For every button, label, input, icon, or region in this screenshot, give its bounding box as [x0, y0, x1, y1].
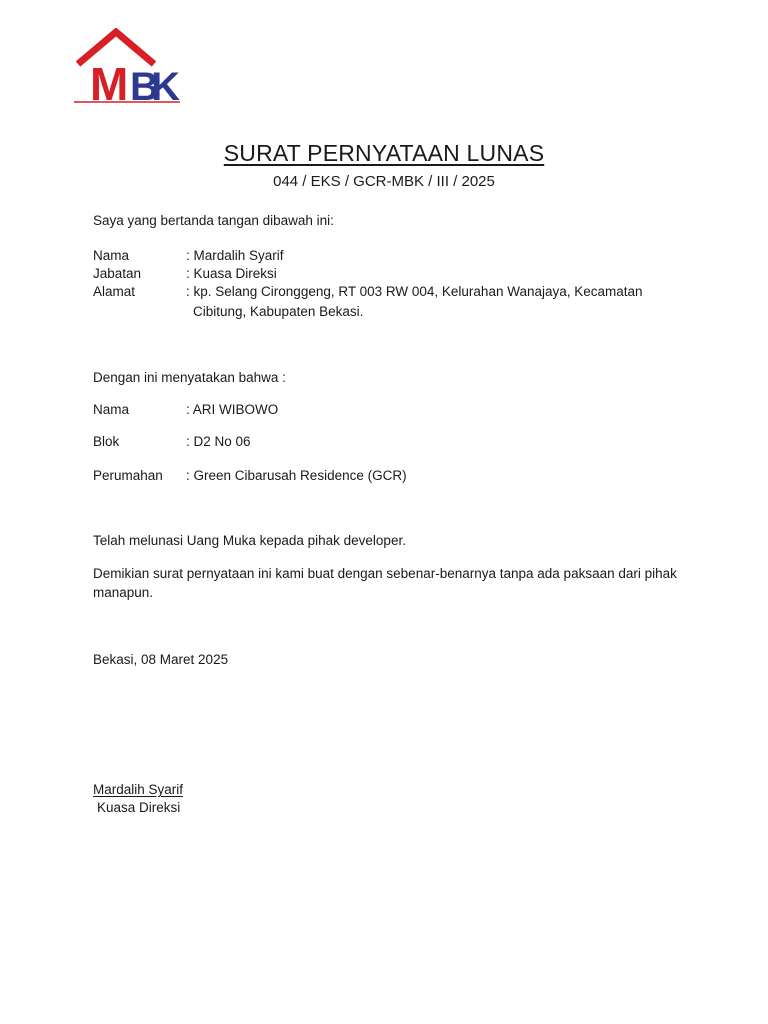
customer-perumahan-value: : Green Cibarusah Residence (GCR) [186, 468, 407, 483]
place-date: Bekasi, 08 Maret 2025 [93, 652, 229, 667]
document-title: SURAT PERNYATAAN LUNAS [223, 140, 545, 166]
customer-blok-value: : D2 No 06 [186, 434, 251, 449]
customer-nama-value: : ARI WIBOWO [186, 402, 279, 417]
customer-perumahan-label: Perumahan [93, 468, 163, 483]
signature-name: Mardalih Syarif [93, 782, 184, 797]
signature-position: Kuasa Direksi [97, 800, 181, 815]
logo-letter-m: M [90, 58, 129, 106]
signer-nama-label: Nama [93, 248, 130, 263]
customer-blok-label: Blok [93, 434, 120, 449]
declaration-intro: Dengan ini menyatakan bahwa : [93, 370, 286, 385]
signer-alamat-label: Alamat [93, 284, 136, 299]
document-number: 044 / EKS / GCR-MBK / III / 2025 [273, 173, 495, 190]
closing-text: Demikian surat pernyataan ini kami buat dengan sebenar-benarnya tanpa ada paksaan dari pihak manapun. [93, 566, 677, 600]
logo-letters-bk: BK [130, 65, 180, 106]
customer-nama-label: Nama [93, 402, 130, 417]
intro-text: Saya yang bertanda tangan dibawah ini: [93, 213, 334, 228]
signer-jabatan-label: Jabatan [93, 266, 142, 281]
signer-nama-value: : Mardalih Syarif [186, 248, 284, 263]
signer-alamat-line1: : kp. Selang Cironggeng, RT 003 RW 004, Kelurahan Wanajaya, Kecamatan [186, 284, 643, 299]
statement-text: Telah melunasi Uang Muka kepada pihak developer. [93, 533, 406, 548]
company-logo [72, 28, 184, 106]
signer-jabatan-value: : Kuasa Direksi [186, 266, 277, 281]
signer-alamat-line2: Cibitung, Kabupaten Bekasi. [193, 304, 364, 319]
